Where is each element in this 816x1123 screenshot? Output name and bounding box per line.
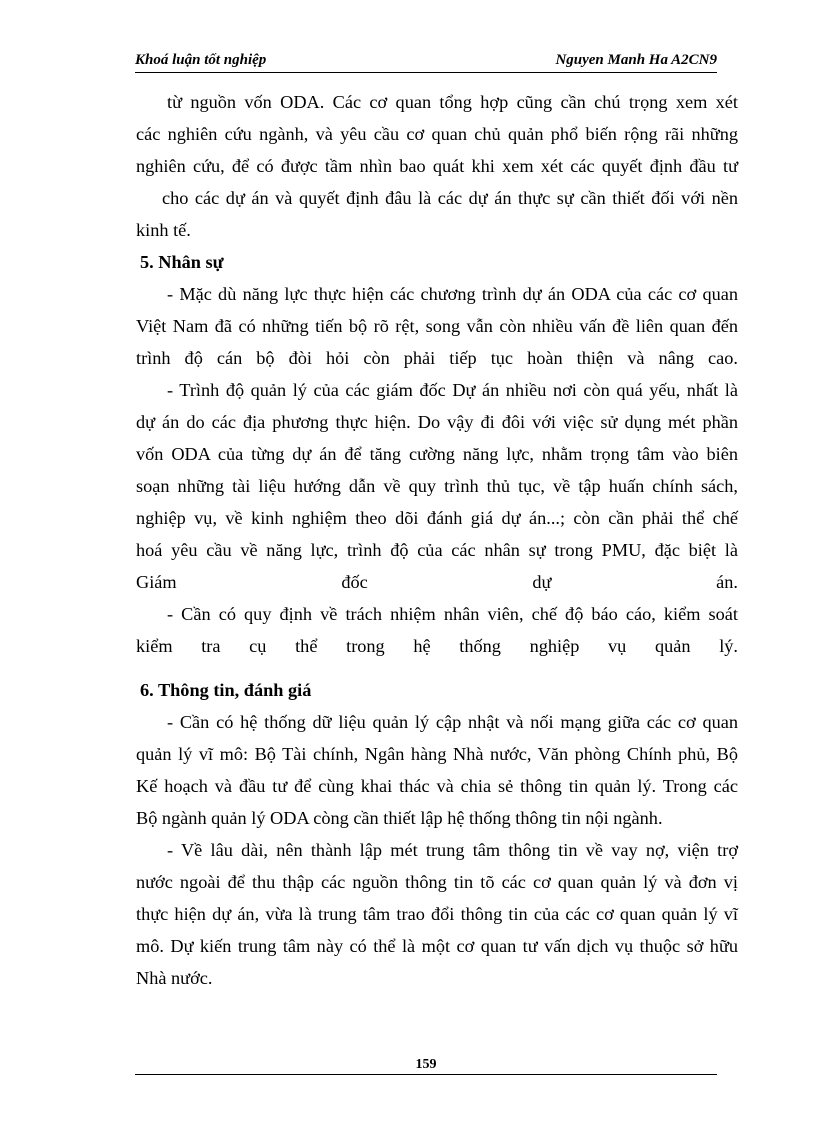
text-line: trình độ cán bộ đòi hỏi còn phải tiếp tục hoàn thiện và nâng cao. — [136, 348, 738, 368]
text-line: - Cần có hệ thống dữ liệu quản lý cập nhật và nối mạng giữa các cơ quan — [167, 712, 738, 732]
text-line: vốn ODA của từng dự án để tăng cường năng lực, nhằm trọng tâm vào biên — [136, 444, 738, 464]
page-body — [136, 86, 738, 994]
text-line: nghiên cứu, để có được tầm nhìn bao quát khi xem xét các quyết định đầu tư — [136, 156, 738, 176]
section-heading-thong-tin: 6. Thông tin, đánh giá — [140, 680, 312, 700]
text-line: thực hiện dự án, vừa là trung tâm trao đổi thông tin của các cơ quan quản lý vĩ — [136, 904, 738, 924]
text-line: Kế hoạch và đầu tư để cùng khai thác và chia sẻ thông tin quản lý. Trong các — [136, 776, 738, 796]
header-author: Nguyen Manh Ha A2CN9 — [555, 52, 717, 68]
text-line: - Cần có quy định về trách nhiệm nhân viên, chế độ báo cáo, kiểm soát — [167, 604, 738, 624]
text-line: Nhà nước. — [136, 968, 213, 988]
text-line: dự án do các địa phương thực hiện. Do vậy đi đôi với việc sử dụng mét phần — [136, 412, 738, 432]
text-line: soạn những tài liệu hướng dẫn về quy trình thủ tục, về tập huấn chính sách, — [136, 476, 738, 496]
text-line: từ nguồn vốn ODA. Các cơ quan tổng hợp cũng cần chú trọng xem xét — [167, 92, 738, 112]
text-line: nghiệp vụ, về kinh nghiệm theo dõi đánh giá dự án...; còn cần phải thể chế — [136, 508, 738, 528]
section-heading-nhan-su: 5. Nhân sự — [140, 252, 224, 272]
text-line: - Về lâu dài, nên thành lập mét trung tâm thông tin về vay nợ, viện trợ — [167, 840, 738, 860]
page-header — [135, 50, 717, 73]
header-thesis-title: Khoá luận tốt nghiệp — [135, 52, 267, 68]
text-line: Giám đốc dự án. — [136, 572, 738, 592]
text-line: - Mặc dù năng lực thực hiện các chương trình dự án ODA của các cơ quan — [167, 284, 738, 304]
text-line: mô. Dự kiến trung tâm này có thể là một cơ quan tư vấn dịch vụ thuộc sở hữu — [136, 936, 738, 956]
text-line: hoá yêu cầu về năng lực, trình độ của các nhân sự trong PMU, đặc biệt là — [136, 540, 738, 560]
page-number: 159 — [415, 1057, 437, 1072]
text-line: kinh tế. — [136, 220, 191, 240]
paragraph-gap — [136, 662, 738, 674]
text-line: nước ngoài để thu thập các nguồn thông tin tõ các cơ quan quản lý và đơn vị — [136, 872, 738, 892]
text-line: - Trình độ quản lý của các giám đốc Dự án nhiều nơi còn quá yếu, nhất là — [167, 380, 738, 400]
text-line: quản lý vĩ mô: Bộ Tài chính, Ngân hàng Nhà nước, Văn phòng Chính phủ, Bộ — [136, 744, 738, 764]
page-footer — [135, 1056, 717, 1075]
text-line: kiểm tra cụ thể trong hệ thống nghiệp vụ quản lý. — [136, 636, 738, 656]
text-line: Bộ ngành quản lý ODA còng cần thiết lập hệ thống thông tin nội ngành. — [136, 808, 663, 828]
text-line: cho các dự án và quyết định đâu là các dự án thực sự cần thiết đối với nền — [162, 188, 738, 208]
text-line: các nghiên cứu ngành, và yêu cầu cơ quan chủ quản phổ biến rộng rãi những — [136, 124, 738, 144]
text-line: Việt Nam đã có những tiến bộ rõ rệt, song vẫn còn nhiều vấn đề liên quan đến — [136, 316, 738, 336]
